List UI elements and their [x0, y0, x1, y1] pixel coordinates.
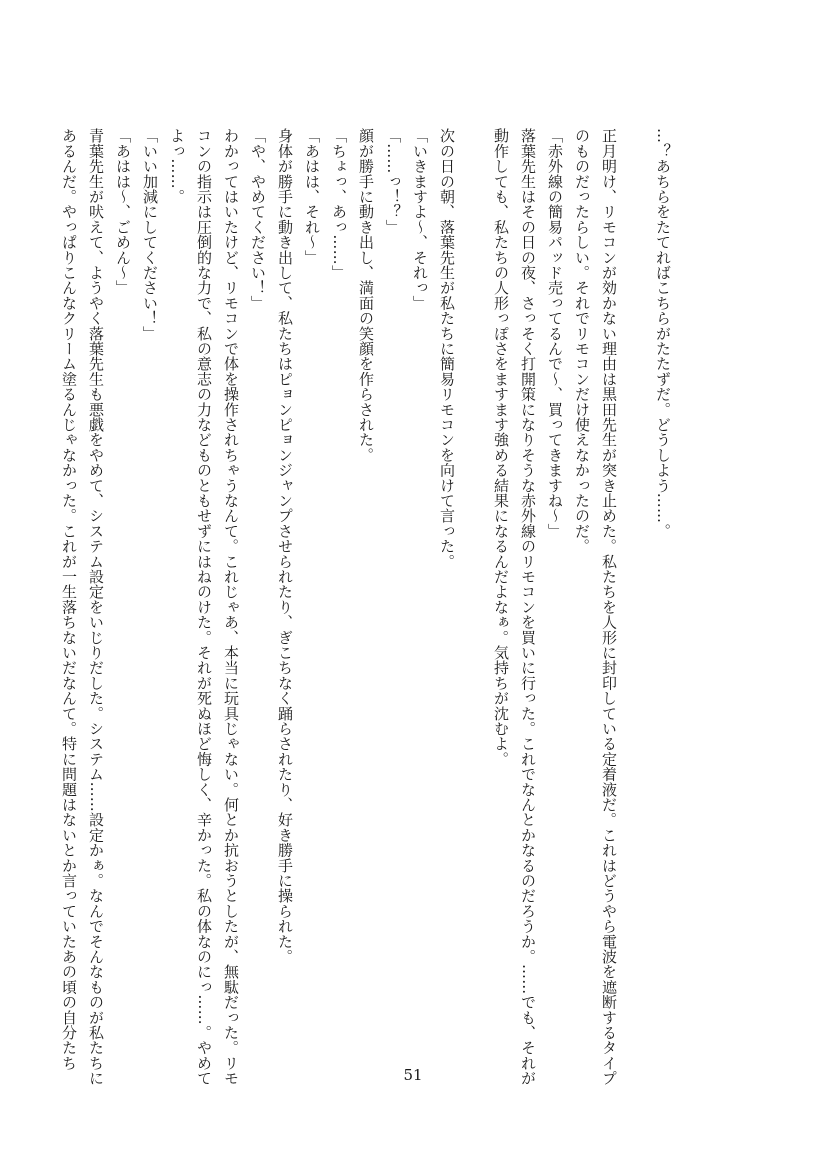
text-line: よっ……。: [168, 128, 186, 204]
text-line: 青葉先生が吠えて、ようやく落葉先生も悪戯をやめて、システム設定をいじりだした。システム……設定かぁ。なんでそんなものが私たちに: [87, 128, 105, 1086]
page-number: 51: [403, 1066, 423, 1084]
text-line: …？あちらをたてればこちらがたたずだ。どうしよう……。: [654, 128, 672, 539]
text-line: 「あはは、それ〜」: [303, 128, 321, 265]
text-line: コンの指示は圧倒的な力で、私の意志の力などものともせずにはねのけた。それが死ぬほど悔しく、辛かった。私の体なのにっ……。やめて: [195, 128, 213, 1086]
text-line: のものだったらしい。それでリモコンだけ使えなかったのだ。: [573, 128, 591, 554]
text-line: 顔が勝手に動き出し、満面の笑顔を作らされた。: [357, 128, 375, 463]
text-line: 「……っ！？」: [384, 128, 402, 235]
text-line: 「あはは〜、ごめん〜」: [114, 128, 132, 296]
text-line: 動作しても、私たちの人形っぽさをますます強める結果になるんだよなぁ。気持ちが沈むよ。: [492, 128, 510, 767]
text-line: 「赤外線の簡易パッド売ってるんで〜、買ってきますね〜」: [546, 128, 564, 539]
text-line: わかってはいたけど、リモコンで体を操作されちゃうなんて。これじゃあ、本当に玩具じゃない。何とか抗おうとしたが、無駄だった。リモ: [222, 128, 240, 1086]
text-line: 「ちょっ、あっ……」: [330, 128, 348, 280]
text-line: 正月明け、リモコンが効かない理由は黒田先生が突き止めた。私たちを人形に封印している定着液だ。これはどうやら電波を遮断するタイプ: [600, 128, 618, 1086]
text-line: あるんだ。やっぱりこんなクリーム塗るんじゃなかった。これが一生落ちないだなんて。特に問題はないとか言っていたあの頃の自分たち: [60, 128, 78, 1071]
text-line: 落葉先生はその日の夜、さっそく打開策になりそうな赤外線のリモコンを買いに行った。これでなんとかなるのだろうか。……でも、それが: [519, 128, 537, 1086]
text-line: 「いい加減にしてください！」: [141, 128, 159, 341]
paragraph-gap: [622, 128, 649, 1048]
text-line: 身体が勝手に動き出して、私たちはピョンピョンジャンプさせられたり、ぎこちなく踊らされたり、好き勝手に操られた。: [276, 128, 294, 964]
text-line: 「や、やめてください！」: [249, 128, 267, 311]
text-line: 次の日の朝、落葉先生が私たちに簡易リモコンを向けて言った。: [438, 128, 456, 569]
text-line: 「いきますよ〜、それっ」: [411, 128, 429, 311]
paragraph-gap: [460, 128, 487, 1048]
